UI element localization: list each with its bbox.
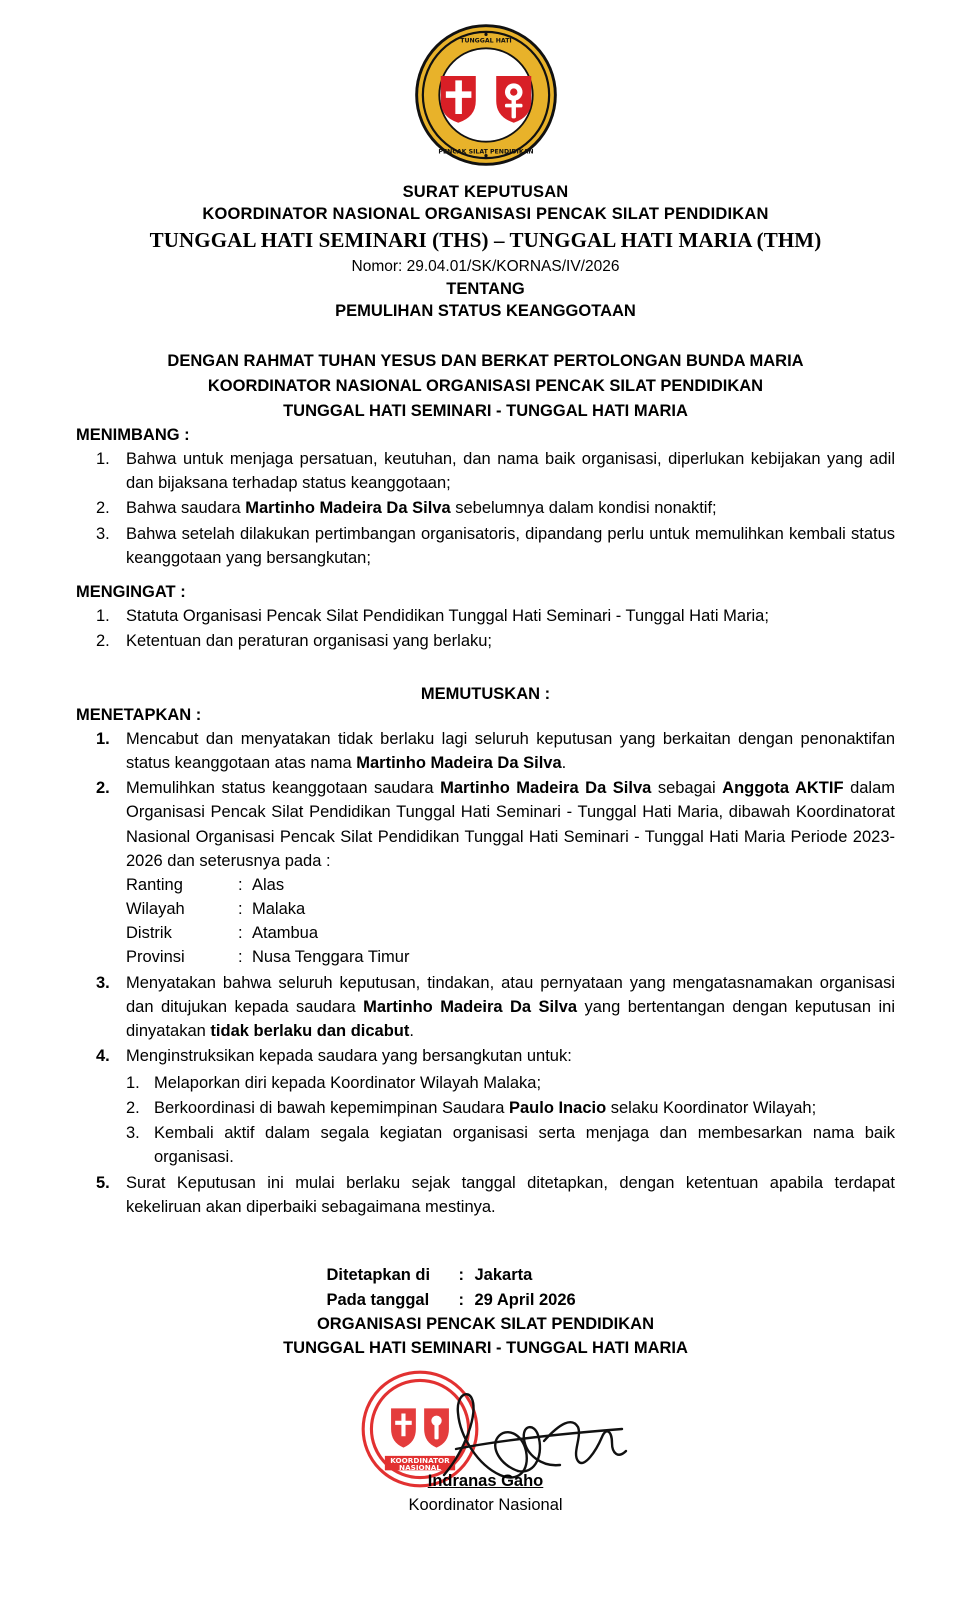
list-item (126, 1121, 895, 1170)
mengingat-list (76, 604, 895, 654)
list-text-pre: Berkoordinasi di bawah kepemimpinan Saudara (154, 1098, 509, 1117)
revocation-emphasis: tidak berlaku dan dicabut (210, 1022, 410, 1041)
detail-separator: : (238, 876, 243, 895)
list-item (76, 447, 895, 496)
organization-logo-container (76, 22, 895, 168)
detail-key: Distrik (126, 923, 172, 942)
list-item (76, 776, 895, 970)
list-text-p1: Memulihkan status keanggotaan saudara (126, 779, 441, 798)
preamble-line-3: TUNGGAL HATI SEMINARI - TUNGGAL HATI MARIA (283, 401, 688, 420)
list-item (76, 496, 895, 520)
list-marker: 2. (96, 779, 110, 798)
list-item (126, 1096, 895, 1120)
date-value: 29 April 2026 (474, 1290, 576, 1309)
list-text-pre: Bahwa saudara (126, 499, 246, 518)
person-name: Martinho Madeira Da Silva (245, 499, 451, 518)
detail-value: Malaka (252, 899, 306, 918)
closing-org-line-1: ORGANISASI PENCAK SILAT PENDIDIKAN (316, 1314, 655, 1333)
list-text: Kembali aktif dalam segala kegiatan organisasi serta menjaga dan membesarkan nama baik organisasi. (154, 1124, 895, 1167)
detail-separator: : (238, 899, 243, 918)
detail-value: Alas (252, 876, 285, 895)
place-value: Jakarta (474, 1266, 533, 1285)
closing-org-line-2: TUNGGAL HATI SEMINARI - TUNGGAL HATI MARIA (283, 1338, 688, 1357)
menimbang-list (76, 447, 895, 570)
header-tentang: TENTANG (446, 280, 525, 299)
list-text-pre: Mencabut dan menyatakan tidak berlaku lagi seluruh keputusan yang berkaitan dengan penonaktifan status keanggotaan atas nama (126, 729, 895, 772)
header-line-2: KOORDINATOR NASIONAL ORGANISASI PENCAK SILAT PENDIDIKAN (202, 204, 769, 223)
detail-value: Atambua (252, 923, 319, 942)
detail-key: Wilayah (126, 899, 185, 918)
menetapkan-label: MENETAPKAN : (76, 705, 202, 724)
list-item (76, 604, 895, 628)
svg-text:KOORDINATOR: KOORDINATOR (389, 1455, 450, 1465)
membership-details-table (126, 874, 895, 970)
list-item (76, 629, 895, 653)
list-marker: 1. (96, 449, 110, 468)
list-text-p2: yang bertentangan dengan keputusan ini dinyatakan (126, 997, 895, 1041)
list-text-post: selaku Koordinator Wilayah; (606, 1098, 817, 1117)
list-marker: 4. (96, 1047, 110, 1066)
list-text: Melaporkan diri kepada Koordinator Wilayah Malaka; (154, 1073, 542, 1092)
ths-thm-emblem-logo-icon (413, 22, 559, 168)
svg-text:TUNGGAL HATI: TUNGGAL HATI (459, 37, 512, 45)
list-item (76, 727, 895, 776)
person-name: Martinho Madeira Da Silva (356, 753, 562, 772)
place-label: Ditetapkan di (326, 1266, 431, 1285)
closing-block (76, 1263, 895, 1360)
list-text: Surat Keputusan ini mulai berlaku sejak tanggal ditetapkan, dengan ketentuan apabila terdapat kekeliruan akan diperbaiki sebagaimana mestinya. (126, 1173, 895, 1216)
list-marker: 1. (96, 729, 110, 748)
menimbang-label: MENIMBANG : (76, 425, 190, 444)
date-row (76, 1288, 895, 1313)
person-name: Martinho Madeira Da Silva (363, 997, 578, 1016)
place-separator: : (458, 1266, 464, 1285)
status-emphasis: Anggota AKTIF (722, 779, 844, 798)
svg-text:NASIONAL: NASIONAL (398, 1462, 441, 1472)
list-text-p1: Menyatakan bahwa seluruh keputusan, tindakan, atau pernyataan yang mengatasnamakan organisasi dan ditujukan kepada saudara (126, 973, 895, 1016)
list-text-post: sebelumnya dalam kondisi nonaktif; (450, 499, 717, 518)
menetapkan-list (76, 727, 895, 1220)
detail-separator: : (238, 947, 243, 966)
table-row (126, 874, 895, 898)
list-text-lead: Menginstruksikan kepada saudara yang bersangkutan untuk: (126, 1047, 572, 1066)
list-item (126, 1071, 895, 1095)
header-line-1: SURAT KEPUTUSAN (402, 183, 569, 201)
date-label: Pada tanggal (326, 1290, 430, 1309)
document-header (76, 182, 895, 323)
list-text-post: . (561, 753, 567, 772)
list-marker: 2. (96, 632, 110, 651)
list-text-p2: sebagai (651, 779, 723, 798)
list-item (76, 971, 895, 1044)
preamble-line-1: DENGAN RAHMAT TUHAN YESUS DAN BERKAT PERTOLONGAN BUNDA MARIA (167, 351, 804, 370)
list-text: Ketentuan dan peraturan organisasi yang berlaku; (126, 632, 493, 651)
list-marker: 1. (126, 1073, 140, 1092)
mengingat-label: MENGINGAT : (76, 583, 186, 602)
preamble-block (76, 349, 895, 424)
list-item (76, 522, 895, 571)
header-line-3: TUNGGAL HATI SEMINARI (THS) – TUNGGAL HATI MARIA (THM) (149, 227, 822, 252)
list-text: Statuta Organisasi Pencak Silat Pendidikan Tunggal Hati Seminari - Tunggal Hati Maria; (126, 607, 769, 626)
person-name: Paulo Inacio (508, 1098, 607, 1117)
table-row (126, 922, 895, 946)
table-row (126, 898, 895, 922)
list-item (76, 1171, 895, 1220)
detail-separator: : (238, 923, 243, 942)
svg-text:PENCAK SILAT PENDIDIKAN: PENCAK SILAT PENDIDIKAN (437, 148, 534, 156)
detail-key: Provinsi (126, 947, 185, 966)
document-number: Nomor: 29.04.01/SK/KORNAS/IV/2026 (351, 257, 620, 275)
preamble-line-2: KOORDINATOR NASIONAL ORGANISASI PENCAK SILAT PENDIDIKAN (207, 376, 764, 395)
list-marker: 2. (126, 1098, 140, 1117)
list-marker: 2. (96, 499, 110, 518)
list-marker: 1. (96, 607, 110, 626)
signer-role: Koordinator Nasional (408, 1495, 563, 1514)
place-row (76, 1263, 895, 1288)
list-marker: 5. (96, 1173, 110, 1192)
list-marker: 3. (126, 1124, 140, 1143)
detail-value: Nusa Tenggara Timur (252, 947, 410, 966)
header-subject: PEMULIHAN STATUS KEANGGOTAAN (335, 302, 636, 321)
list-text-p3: . (409, 1022, 414, 1041)
list-text: Bahwa untuk menjaga persatuan, keutuhan, dan nama baik organisasi, diperlukan kebijakan yang adil dan bijaksana terhadap status keanggotaan; (126, 449, 895, 493)
person-name: Martinho Madeira Da Silva (440, 779, 652, 798)
list-text: Bahwa setelah dilakukan pertimbangan organisatoris, dipandang perlu untuk memulihkan kembali status keanggotaan yang bersangkutan; (126, 524, 895, 567)
signer-name: Indranas Gaho (427, 1471, 544, 1490)
list-marker: 3. (96, 524, 110, 543)
instruction-sublist (126, 1071, 895, 1170)
memutuskan-label: MEMUTUSKAN : (420, 684, 551, 703)
signature-area (76, 1363, 895, 1513)
date-separator: : (458, 1290, 464, 1309)
list-marker: 3. (96, 973, 110, 992)
list-text-p3: dalam Organisasi Pencak Silat Pendidikan Tunggal Hati Seminari - Tunggal Hati Maria, dibawah Koordinatorat Nasional Organisasi Pencak Silat Pendidikan Tunggal Hati Seminari - Tunggal Hati Maria Periode 2023-2026 dan seterusnya pada : (126, 779, 896, 870)
detail-key: Ranting (126, 876, 183, 895)
list-item (76, 1044, 895, 1169)
table-row (126, 946, 895, 970)
